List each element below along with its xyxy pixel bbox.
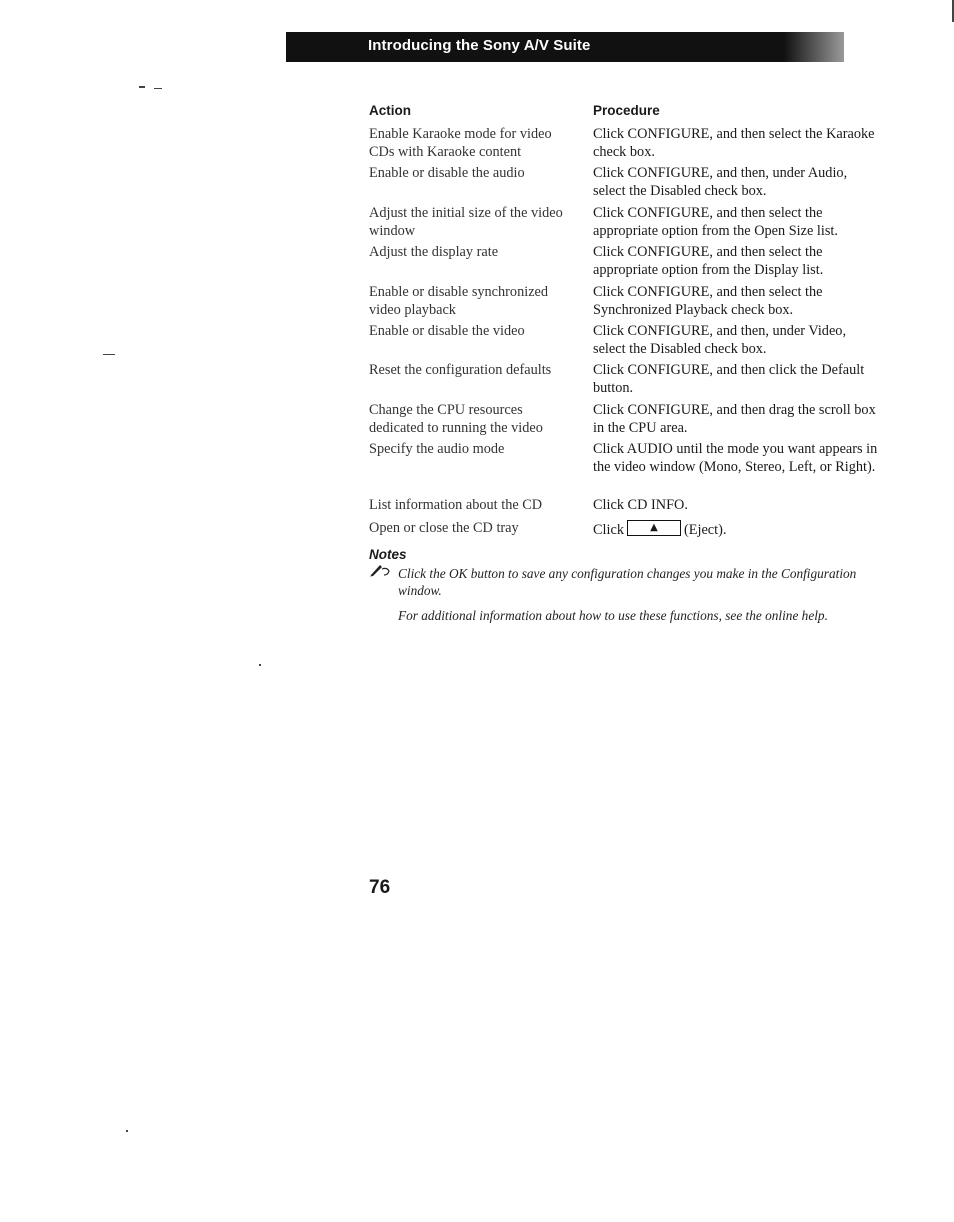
procedure-cell: Click CONFIGURE, and then, under Video, select the Disabled check box. bbox=[593, 323, 847, 357]
eject-icon: ▲ bbox=[650, 522, 658, 533]
page-number: 76 bbox=[369, 877, 391, 898]
scan-speck bbox=[103, 354, 115, 355]
column-header-action: Action bbox=[369, 103, 411, 118]
action-cell: Reset the configuration defaults bbox=[369, 362, 552, 378]
procedure-cell bbox=[593, 520, 878, 540]
scan-speck bbox=[259, 664, 261, 666]
column-header-procedure: Procedure bbox=[593, 103, 660, 118]
action-cell: Adjust the display rate bbox=[369, 244, 499, 260]
procedure-cell: Click CONFIGURE, and then select the appropriate option from the Display list. bbox=[593, 244, 824, 278]
notes-heading: Notes bbox=[369, 547, 407, 562]
action-cell: Enable or disable the audio bbox=[369, 165, 525, 181]
procedure-cell: Click CONFIGURE, and then drag the scroll box in the CPU area. bbox=[593, 402, 876, 436]
note-item: Click the OK button to save any configuration changes you make in the Configuration window. bbox=[398, 566, 857, 598]
action-cell: Enable Karaoke mode for video CDs with Karaoke content bbox=[369, 126, 552, 160]
procedure-cell: Click CONFIGURE, and then, under Audio, select the Disabled check box. bbox=[593, 165, 848, 199]
action-cell: Enable or disable the video bbox=[369, 323, 525, 339]
scan-speck bbox=[139, 86, 145, 88]
action-cell: Open or close the CD tray bbox=[369, 520, 519, 536]
chapter-header-bar bbox=[286, 32, 844, 62]
action-cell: Adjust the initial size of the video window bbox=[369, 205, 563, 239]
action-cell: List information about the CD bbox=[369, 497, 543, 513]
note-item: For additional information about how to use these functions, see the online help. bbox=[398, 608, 828, 623]
scan-speck bbox=[154, 88, 162, 89]
action-cell: Specify the audio mode bbox=[369, 441, 505, 457]
scan-speck bbox=[126, 1130, 128, 1132]
procedure-cell: Click CONFIGURE, and then select the Karaoke check box. bbox=[593, 126, 875, 160]
action-cell: Enable or disable synchronized video playback bbox=[369, 284, 549, 318]
procedure-suffix: (Eject). bbox=[683, 522, 727, 538]
procedure-cell: Click AUDIO until the mode you want appears in the video window (Mono, Stereo, Left, or Right). bbox=[593, 441, 878, 475]
procedure-prefix: Click bbox=[593, 522, 624, 538]
procedure-cell: Click CD INFO. bbox=[593, 497, 688, 513]
eject-button-graphic bbox=[627, 520, 681, 536]
chapter-title: Introducing the Sony A/V Suite bbox=[368, 37, 591, 54]
header-fade bbox=[784, 32, 844, 62]
procedure-cell: Click CONFIGURE, and then click the Default button. bbox=[593, 362, 865, 396]
procedure-cell: Click CONFIGURE, and then select the Synchronized Playback check box. bbox=[593, 284, 823, 318]
action-cell: Change the CPU resources dedicated to running the video bbox=[369, 402, 543, 436]
pencil-note-icon bbox=[369, 563, 391, 581]
procedure-cell: Click CONFIGURE, and then select the appropriate option from the Open Size list. bbox=[593, 205, 838, 239]
